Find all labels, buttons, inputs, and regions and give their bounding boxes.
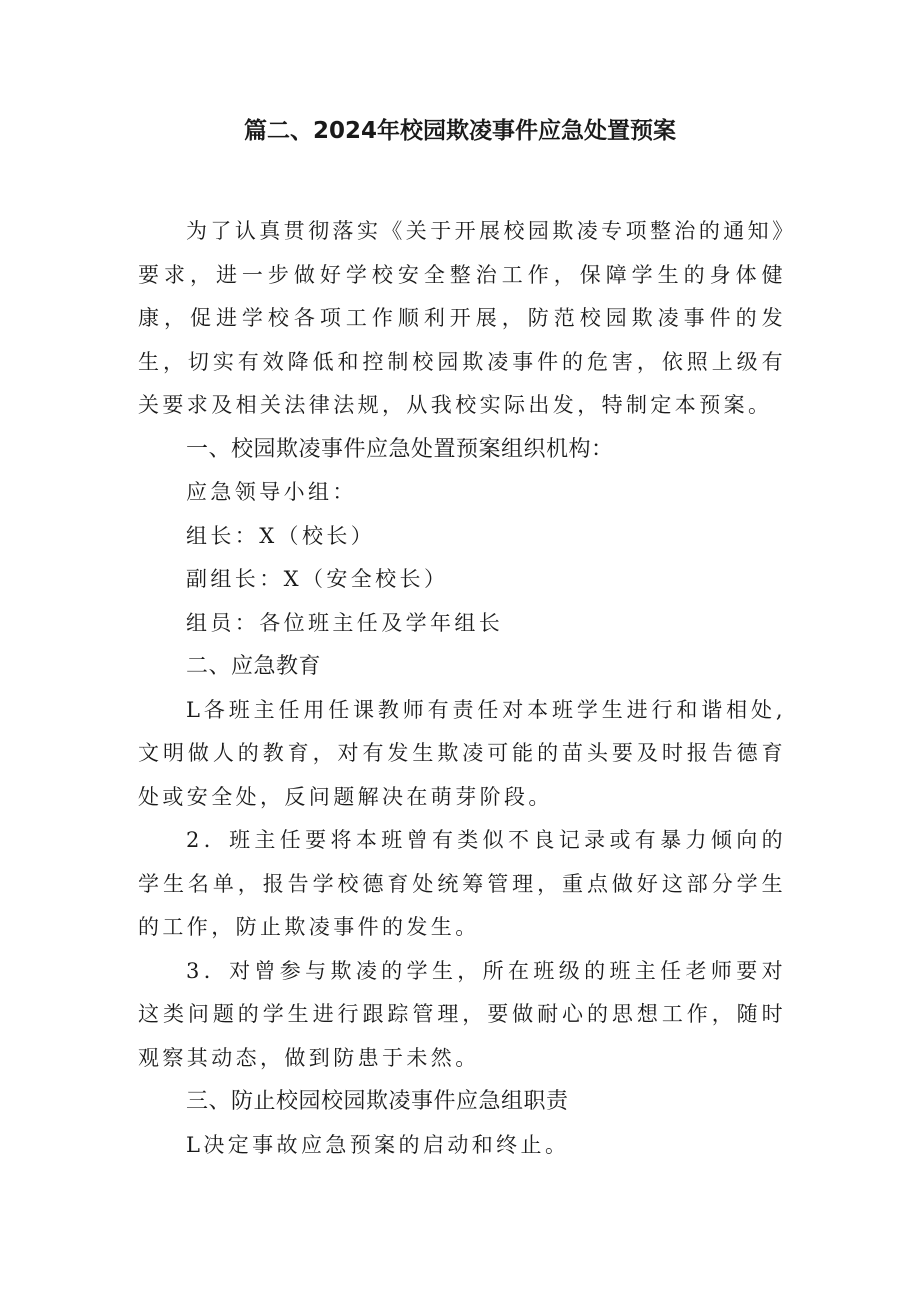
org-line-deputy-leader: 副组长：X（安全校长） xyxy=(186,567,449,591)
org-line-leader: 组长：X（校长） xyxy=(186,523,376,548)
section-heading-organization: 一、校园欺凌事件应急处置预案组织机构： xyxy=(186,436,614,462)
education-item-3: 3．对曾参与欺凌的学生，所在班级的班主任老师要对这类问题的学生进行跟踪管理，要做耐心的思想工作，随时观察其动态，做到防患于未然。 xyxy=(138,958,786,1070)
section-heading-education: 二、应急教育 xyxy=(186,654,322,679)
org-line-members: 组员：各位班主任及学年组长 xyxy=(186,610,504,635)
intro-paragraph: 为了认真贯彻落实《关于开展校园欺凌专项整治的通知》要求，进一步做好学校安全整治工作，保障学生的身体健康，促进学校各项工作顺利开展，防范校园欺凌事件的发生，切实有效降低和控制校园欺凌事件的危害，依照上级有关要求及相关法律法规，从我校实际出发，特制定本预案。 xyxy=(138,219,786,417)
education-item-2: 2．班主任要将本班曾有类似不良记录或有暴力倾向的学生名单，报告学校德育处统筹管理，重点做好这部分学生的工作，防止欺凌事件的发生。 xyxy=(138,828,786,939)
document-body xyxy=(138,210,786,1167)
org-line-leadership-group: 应急领导小组： xyxy=(186,480,357,504)
education-item-1: L各班主任用任课教师有责任对本班学生进行和谐相处,文明做人的教育，对有发生欺凌可能的苗头要及时报告德育处或安全处，反问题解决在萌芽阶段。 xyxy=(138,697,786,809)
duties-item-1: L决定事故应急预案的启动和终止。 xyxy=(186,1132,570,1157)
section-heading-duties: 三、防止校园校园欺凌事件应急组职责 xyxy=(186,1089,569,1114)
document-title: 篇二、2024年校园欺凌事件应急处置预案 xyxy=(243,118,676,144)
